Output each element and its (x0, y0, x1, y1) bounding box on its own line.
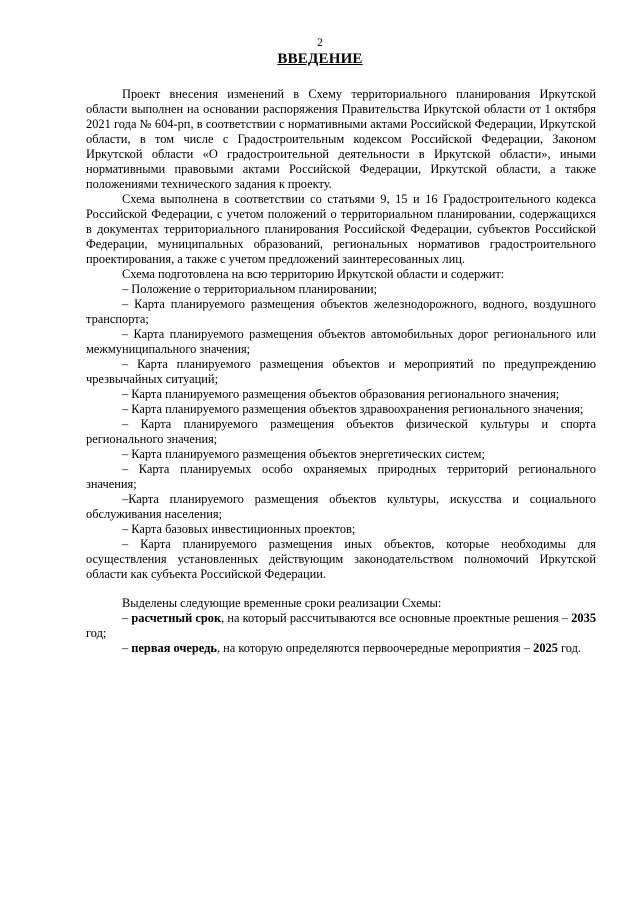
list-item: – Карта планируемого размещения объектов физической культуры и спорта регионального значения; (86, 417, 596, 446)
list-item: – Карта планируемого размещения объектов железнодорожного, водного, воздушного транспорта; (86, 297, 596, 326)
stage-term: расчетный срок (131, 611, 222, 625)
page-title: ВВЕДЕНИЕ (277, 51, 363, 67)
stage-dash: – (122, 641, 132, 655)
stage-tail: год. (557, 641, 582, 655)
list-item: – Карта планируемого размещения иных объектов, которые необходимы для осуществления установленных действующим законодательством полномочий Иркутской области как субъекта Российской Федерации. (86, 537, 596, 581)
stages-intro: Выделены следующие временные сроки реализации Схемы: (122, 596, 442, 610)
stage-dash: – (122, 611, 132, 625)
stage-year: 2025 (533, 641, 558, 655)
stage-text: , на который рассчитываются все основные проектные решения – (221, 611, 572, 625)
scheme-paragraph: Схема выполнена в соответствии со статьями 9, 15 и 16 Градостроительного кодекса Российской Федерации, с учетом положений о территориальном планировании, содержащихся в документах территориального планирования Российской Федерации, субъектов Российской Федерации, муниципальных образований, региональных нормативов градостроительного проектирования, а также с учетом предложений заинтересованных лиц. (86, 192, 596, 266)
list-item: – Карта планируемого размещения объектов образования регионального значения; (122, 387, 560, 401)
list-item: – Карта планируемого размещения объектов автомобильных дорог регионального или межмуниципального значения; (86, 327, 596, 356)
list-item: – Карта планируемого размещения объектов здравоохранения регионального значения; (122, 402, 584, 416)
list-item: – Карта планируемого размещения объектов и мероприятий по предупреждению чрезвычайных ситуаций; (86, 357, 596, 386)
list-item: – Карта базовых инвестиционных проектов; (122, 522, 356, 536)
list-item: – Карта планируемых особо охраняемых природных территорий регионального значения; (86, 462, 596, 491)
list-item: – Карта планируемого размещения объектов энергетических систем; (122, 447, 485, 461)
stage-tail: год; (86, 626, 107, 640)
intro-paragraph: Проект внесения изменений в Схему территориального планирования Иркутской области выполнен на основании распоряжения Правительства Иркутской области от 1 октября 2021 года № 604-рп, в соответствии с нормативными актами Российской Федерации, Иркутской области, в том числе с Градостроительным кодексом Российской Федерации, Законом Иркутской области «О градостроительной деятельности в Иркутской области», иными нормативными правовыми актами Российской Федерации, Иркутской области, а также положениями технического задания к проекту. (86, 87, 596, 191)
spacer (86, 582, 596, 596)
list-item: –Карта планируемого размещения объектов культуры, искусства и социального обслуживания населения; (86, 492, 596, 521)
stage-term: первая очередь (131, 641, 217, 655)
stage-year: 2035 (571, 611, 597, 625)
contents-intro: Схема подготовлена на всю территорию Иркутской области и содержит: (122, 267, 505, 281)
stage-item (86, 641, 596, 656)
stage-text: , на которую определяются первоочередные мероприятия – (216, 641, 534, 655)
list-item: – Положение о территориальном планировании; (122, 282, 378, 296)
document-body (86, 87, 596, 656)
contents-list (86, 282, 596, 582)
stage-item (86, 611, 596, 641)
page-number: 2 (317, 37, 323, 49)
